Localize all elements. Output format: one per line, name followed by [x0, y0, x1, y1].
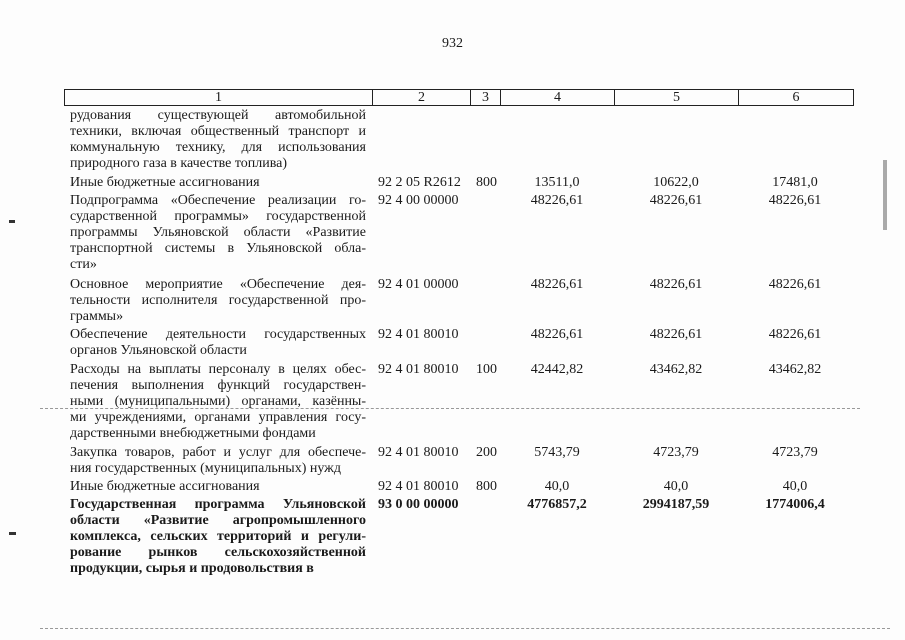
- row-type: 100: [476, 361, 497, 377]
- description-line: коммунальную технику, для использования: [70, 140, 366, 155]
- row-value-1: 4776857,2: [527, 497, 587, 513]
- description-line: рование рынков сельскохозяйственной: [70, 545, 366, 561]
- description-line: Иные бюджетные ассигнования: [70, 479, 260, 495]
- row-value-2: 2994187,59: [642, 497, 710, 513]
- header-col-4: 4: [501, 90, 615, 105]
- row-code: 92 4 01 80010: [378, 361, 459, 377]
- row-value-2: 48226,61: [649, 327, 703, 343]
- row-description: [70, 445, 366, 477]
- page-number: 932: [442, 36, 463, 51]
- table-header: [64, 89, 854, 106]
- row-value-3: 17481,0: [772, 175, 818, 191]
- description-line: Государственная программа Ульяновской: [70, 497, 366, 513]
- row-value-1: 42442,82: [530, 361, 584, 377]
- scan-mark: [9, 220, 15, 223]
- row-value-3: 48226,61: [768, 276, 822, 292]
- row-type: 800: [476, 479, 497, 495]
- description-line: природного газа в качестве топлива): [70, 156, 288, 171]
- description-line: Подпрограмма «Обеспечение реализации го-: [70, 193, 366, 208]
- description-line: печения выполнения функций государствен-: [70, 377, 366, 393]
- row-description: [70, 193, 366, 273]
- row-type: 200: [476, 445, 497, 460]
- row-value-2: 48226,61: [649, 193, 703, 208]
- row-value-2: 43462,82: [649, 361, 703, 377]
- row-value-3: 4723,79: [772, 445, 818, 460]
- row-description: [70, 362, 366, 442]
- row-code: 92 4 01 80010: [378, 445, 459, 460]
- header-col-3: 3: [471, 90, 501, 105]
- row-value-2: 48226,61: [649, 276, 703, 292]
- description-line: области «Развитие агропромышленного: [70, 513, 366, 529]
- scan-dash: [40, 408, 860, 409]
- description-line: ными (муниципальными) органами, казённы-: [70, 393, 366, 409]
- row-value-3: 48226,61: [768, 327, 822, 343]
- row-value-2: 4723,79: [653, 445, 699, 460]
- description-line: ния государственных (муниципальных) нужд: [70, 461, 341, 476]
- description-line: Иные бюджетные ассигнования: [70, 175, 260, 191]
- row-code: 93 0 00 00000: [378, 497, 459, 513]
- scan-mark: [9, 532, 16, 535]
- row-code: 92 4 01 80010: [378, 479, 459, 495]
- row-description: [70, 175, 366, 191]
- row-description: [70, 327, 366, 359]
- description-line: продукции, сырья и продовольствия в: [70, 561, 314, 577]
- description-line: Основное мероприятие «Обеспечение дея-: [70, 276, 366, 292]
- header-col-1: 1: [65, 90, 373, 105]
- row-value-3: 40,0: [782, 479, 808, 495]
- row-value-3: 43462,82: [768, 361, 822, 377]
- row-value-3: 1774006,4: [765, 497, 825, 513]
- row-value-3: 48226,61: [768, 193, 822, 208]
- description-line: транспортной системы в Ульяновской обла-: [70, 241, 366, 256]
- scan-mark: [883, 160, 887, 230]
- row-code: 92 4 01 00000: [378, 276, 459, 292]
- description-line: Расходы на выплаты персоналу в целях обес-: [70, 361, 366, 377]
- description-line: техники, включая общественный транспорт и: [70, 124, 366, 139]
- header-col-2: 2: [373, 90, 471, 105]
- description-line: ми учреждениями, органами управления госу-: [70, 409, 366, 425]
- row-type: 800: [476, 175, 497, 191]
- row-value-1: 48226,61: [530, 193, 584, 208]
- row-description: [70, 277, 366, 325]
- header-col-6: 6: [792, 90, 800, 105]
- scan-dash: [40, 628, 890, 629]
- row-value-1: 48226,61: [530, 327, 584, 343]
- description-line: сти»: [70, 257, 97, 272]
- row-description: [70, 497, 366, 577]
- description-line: Закупка товаров, работ и услуг для обеспече-: [70, 445, 366, 460]
- row-value-1: 5743,79: [534, 445, 580, 460]
- row-code: 92 4 00 00000: [378, 193, 459, 208]
- description-line: сударственной программы» государственной: [70, 209, 366, 224]
- description-line: граммы»: [70, 308, 124, 324]
- row-value-1: 40,0: [544, 479, 570, 495]
- row-code: 92 4 01 80010: [378, 327, 459, 343]
- row-description: [70, 108, 366, 172]
- description-line: Обеспечение деятельности государственных: [70, 327, 366, 343]
- description-line: дарственными внебюджетными фондами: [70, 425, 316, 441]
- row-value-1: 48226,61: [530, 276, 584, 292]
- row-code: 92 2 05 R2612: [378, 175, 461, 191]
- row-value-2: 40,0: [663, 479, 689, 495]
- row-value-2: 10622,0: [653, 175, 699, 191]
- row-value-1: 13511,0: [534, 175, 580, 191]
- description-line: органов Ульяновской области: [70, 343, 247, 359]
- description-line: тельности исполнителя государственной про-: [70, 292, 366, 308]
- header-col-5: 5: [615, 90, 739, 105]
- description-line: рудования существующей автомобильной: [70, 108, 366, 123]
- description-line: программы Ульяновской области «Развитие: [70, 225, 366, 240]
- description-line: комплекса, сельских территорий и регули-: [70, 529, 366, 545]
- row-description: [70, 479, 366, 495]
